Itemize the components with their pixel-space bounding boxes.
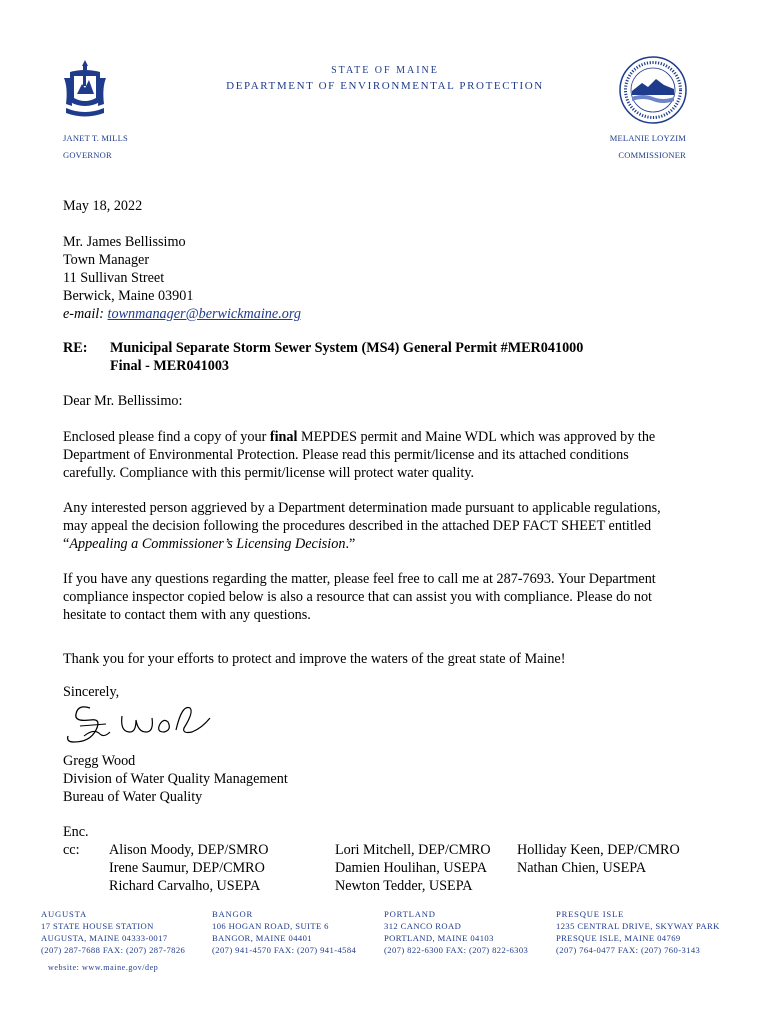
office-city: PORTLAND	[384, 909, 436, 919]
office-address: 17 STATE HOUSE STATION	[41, 921, 154, 931]
paragraph-3-line-2: compliance inspector copied below is also a resource that can assist you with compliance. Please do not	[63, 589, 653, 605]
office-portland	[384, 908, 528, 956]
recipient-email-link[interactable]: townmanager@berwickmaine.org	[107, 306, 301, 322]
cc-column-2	[335, 841, 491, 895]
paragraph-2-line-2: may appeal the decision following the procedures described in the attached DEP FACT SHEET entitled	[63, 518, 652, 534]
website-link[interactable]: website: www.maine.gov/dep	[48, 963, 159, 972]
paragraph-1	[63, 428, 713, 482]
cc-column-3	[517, 841, 680, 877]
signer-block	[63, 752, 288, 806]
recipient-street: 11 Sullivan Street	[63, 270, 165, 286]
cc-recipient: Damien Houlihan, USEPA	[335, 860, 487, 876]
commissioner-name: MELANIE LOYZIM	[609, 133, 686, 143]
salutation: Dear Mr. Bellissimo:	[63, 393, 183, 409]
office-address: 312 CANCO ROAD	[384, 921, 462, 931]
signer-bureau: Bureau of Water Quality	[63, 789, 203, 805]
letterhead-state: STATE OF MAINE	[331, 65, 439, 76]
signer-division: Division of Water Quality Management	[63, 771, 288, 787]
paragraph-1-line-3: carefully. Compliance with this permit/license will protect water quality.	[63, 465, 475, 481]
letter-date: May 18, 2022	[63, 198, 143, 214]
paragraph-4: Thank you for your efforts to protect and improve the waters of the great state of Maine!	[63, 651, 566, 667]
cc-recipient: Irene Saumur, DEP/CMRO	[109, 860, 265, 876]
office-address: 1235 CENTRAL DRIVE, SKYWAY PARK	[556, 921, 720, 931]
office-city: AUGUSTA	[41, 909, 87, 919]
recipient-title: Town Manager	[63, 252, 150, 268]
recipient-email-line	[63, 305, 301, 323]
cc-recipient: Newton Tedder, USEPA	[335, 878, 473, 894]
cc-recipient: Alison Moody, DEP/SMRO	[109, 842, 269, 858]
fact-sheet-title: Appealing a Commissioner’s Licensing Decision	[69, 536, 346, 552]
quote-open: “	[63, 536, 70, 552]
quote-close: .”	[345, 536, 356, 552]
cc-recipient: Holliday Keen, DEP/CMRO	[517, 842, 680, 858]
office-city-state: AUGUSTA, MAINE 04333-0017	[41, 933, 168, 943]
governor-name: JANET T. MILLS	[63, 133, 128, 143]
cc-label: cc:	[63, 842, 80, 858]
letterhead-department: DEPARTMENT OF ENVIRONMENTAL PROTECTION	[226, 80, 544, 92]
governor-title: GOVERNOR	[63, 150, 112, 160]
paragraph-3-line-3: hesitate to contact them with any questions.	[63, 607, 311, 623]
office-city: BANGOR	[212, 909, 254, 919]
paragraph-2-line-1: Any interested person aggrieved by a Department determination made pursuant to applicable regulations,	[63, 500, 661, 516]
enclosure-label: Enc.	[63, 824, 89, 840]
office-city-state: PORTLAND, MAINE 04103	[384, 933, 494, 943]
cc-recipient: Lori Mitchell, DEP/CMRO	[335, 842, 491, 858]
cc-column-1	[109, 841, 269, 895]
re-label: RE:	[63, 340, 88, 356]
paragraph-1-line-2: Department of Environmental Protection. Please read this permit/license and its attached conditions	[63, 447, 629, 463]
office-city-state: BANGOR, MAINE 04401	[212, 933, 312, 943]
paragraph-3-line-1: If you have any questions regarding the matter, please feel free to call me at 287-7693. Your Department	[63, 571, 656, 587]
office-phone: (207) 822-6300 FAX: (207) 822-6303	[384, 945, 529, 955]
re-subject	[110, 339, 583, 375]
office-city-state: PRESQUE ISLE, MAINE 04769	[556, 933, 681, 943]
recipient-block	[63, 233, 301, 323]
paragraph-2	[63, 499, 713, 553]
closing: Sincerely,	[63, 684, 120, 700]
email-label: e-mail:	[63, 306, 108, 322]
p1-bold: final	[269, 429, 298, 445]
office-phone: (207) 287-7688 FAX: (207) 287-7826	[41, 945, 186, 955]
office-phone: (207) 764-0477 FAX: (207) 760-3143	[556, 945, 701, 955]
paragraph-2-line-3	[63, 535, 713, 553]
p1-post: MEPDES permit and Maine WDL which was approved by the	[297, 429, 656, 445]
paragraph-1-line-1	[63, 428, 713, 446]
signature-icon	[60, 698, 220, 750]
office-address: 106 HOGAN ROAD, SUITE 6	[212, 921, 329, 931]
office-city: PRESQUE ISLE	[556, 909, 625, 919]
cc-recipient: Nathan Chien, USEPA	[517, 860, 647, 876]
recipient-name: Mr. James Bellissimo	[63, 234, 186, 250]
recipient-city: Berwick, Maine 03901	[63, 288, 194, 304]
paragraph-3	[63, 570, 713, 624]
cc-recipient: Richard Carvalho, USEPA	[109, 878, 261, 894]
signer-name: Gregg Wood	[63, 753, 136, 769]
re-line-2: Final - MER041003	[110, 358, 230, 374]
office-augusta	[41, 908, 185, 956]
commissioner-title: COMMISSIONER	[618, 150, 686, 160]
office-phone: (207) 941-4570 FAX: (207) 941-4584	[212, 945, 357, 955]
office-presque-isle	[556, 908, 720, 956]
re-line-1: Municipal Separate Storm Sewer System (MS4) General Permit #MER041000	[110, 340, 584, 356]
office-bangor	[212, 908, 356, 956]
p1-pre: Enclosed please find a copy of your	[63, 429, 270, 445]
